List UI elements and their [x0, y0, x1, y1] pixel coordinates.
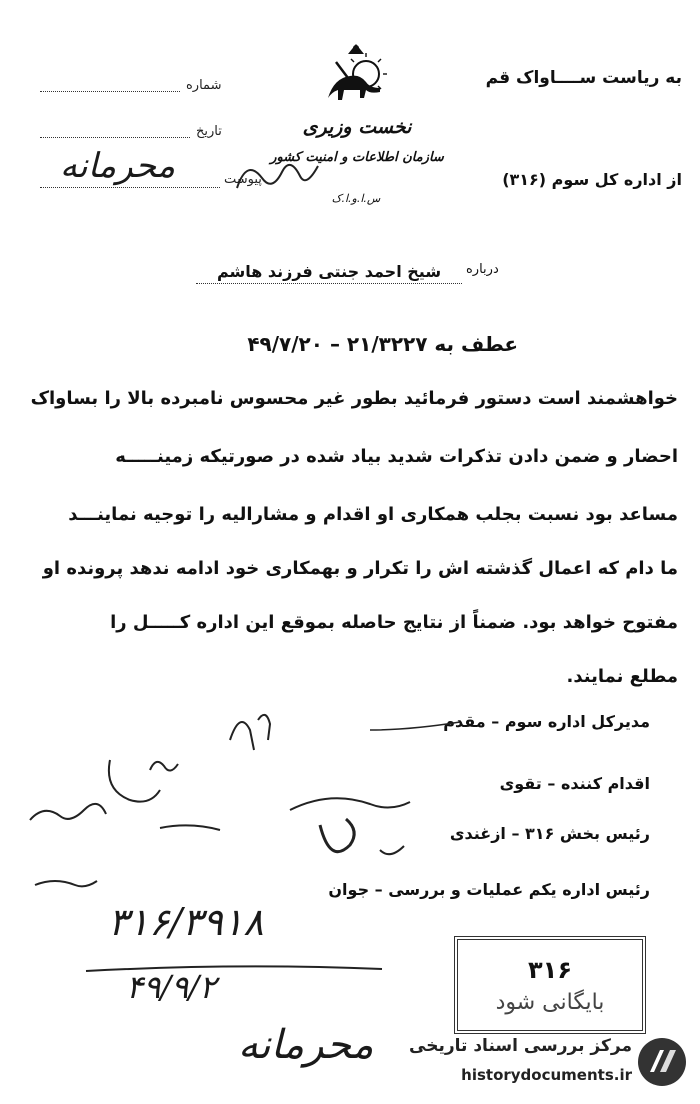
handwritten-date: ۴۹/۹/۲: [126, 968, 217, 1006]
subject-label: درباره: [466, 262, 499, 277]
handwritten-number: ۳۱۶/۳۹۱۸: [108, 900, 264, 944]
handwritten-confidential: محرمانه: [60, 146, 176, 186]
attachment-line: [40, 186, 220, 188]
addressee: به ریاست ســــاواک قم: [485, 68, 682, 88]
lion-and-sun-emblem-icon: [318, 40, 394, 112]
signature-actor: اقدام کننده – تقوی: [499, 774, 650, 793]
handwritten-scribble: [232, 148, 322, 202]
reference: عطف به ۲۱/۳۲۲۷ – ۴۹/۷/۲۰: [247, 332, 518, 356]
signature-office-head: رئیس اداره یکم عملیات و بررسی – جوان: [328, 880, 650, 899]
subject-text: شیخ احمد جنتی فرزند هاشم: [216, 262, 442, 281]
archive-stamp: [454, 936, 646, 1034]
signature-section-head: رئیس بخش ۳۱۶ – ازغندی: [449, 824, 650, 843]
date-line: [40, 136, 190, 138]
org-subtitle: سازمان اطلاعات و امنیت کشور: [270, 150, 444, 165]
subject-line: [196, 282, 462, 284]
number-line: [40, 90, 180, 92]
from-office: از اداره کل سوم (۳۱۶): [502, 170, 682, 189]
signature-director: مدیرکل اداره سوم – مقدم: [443, 712, 650, 731]
body-line-4: ما دام که اعمال گذشته اش را تکرار و بهمکاری خود ادامه ندهد پرونده او: [42, 558, 678, 579]
body-line-6: مطلع نمایند.: [566, 666, 678, 687]
body-line-2: احضار و ضمن دادن تذکرات شدید بیاد شده در صورتیکه زمینـــــه: [115, 446, 678, 467]
footer-confidential: محرمانه: [238, 1022, 374, 1068]
stamp-text: بایگانی شود: [495, 989, 605, 1015]
history-documents-logo-icon: [636, 1036, 688, 1092]
org-title: نخست وزیری: [302, 116, 412, 138]
watermark-url: historydocuments.ir: [461, 1066, 632, 1084]
body-line-1: خواهشمند است دستور فرمائید بطور غیر محسوس نامبرده بالا را بساواک: [30, 388, 678, 409]
stamp-code: ۳۱۶: [528, 955, 572, 984]
signature-scribbles: [0, 690, 700, 910]
org-code: س.ا.و.ا.ک: [331, 192, 381, 205]
number-label: شماره: [186, 78, 222, 93]
date-label: تاریخ: [196, 124, 222, 139]
watermark-title: مرکز بررسی اسناد تاریخی: [409, 1036, 632, 1056]
body-line-5: مفتوح خواهد بود. ضمناً از نتایج حاصله بموقع این اداره کـــــل را: [110, 612, 678, 633]
attachment-label: پیوست: [224, 172, 262, 187]
emblem: [318, 40, 394, 112]
body-line-3: مساعد بود نسبت بجلب همکاری او اقدام و مشارالیه را توجیه نماینـــد: [68, 504, 678, 525]
watermark: [408, 1030, 692, 1096]
